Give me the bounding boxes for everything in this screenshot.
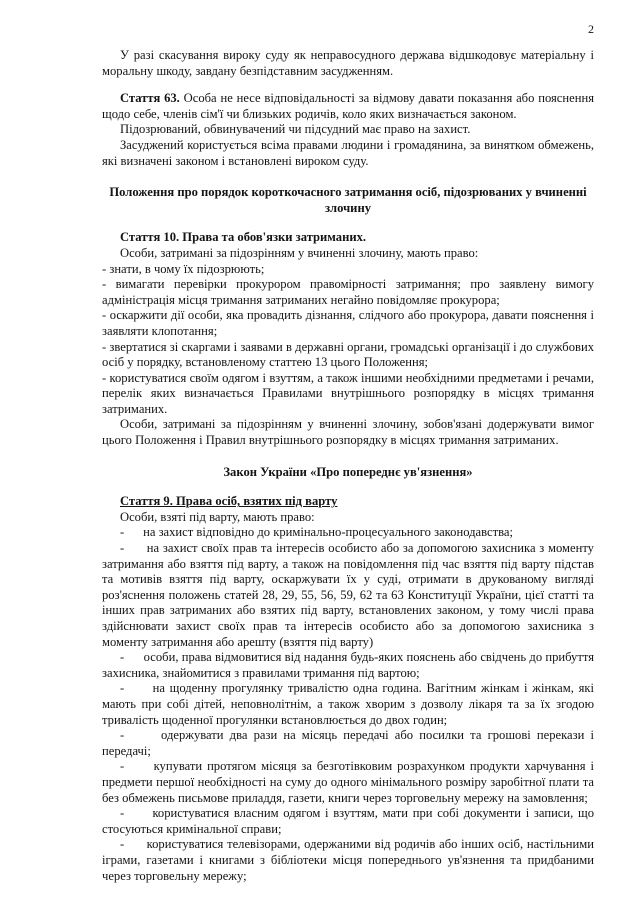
article-9-lead: Особи, взяті під варту, мають право: [120,509,315,524]
page-number: 2 [588,22,594,36]
article-63-p3: Засуджений користується всіма правами людини і громадянина, за винятком обмежень, які визначені законом і встановлені вироком суду. [102,137,594,168]
article-63-p2: Підозрюваний, обвинувачений чи підсудний має право на захист. [120,122,471,137]
article-9-title: Стаття 9. Права осіб, взятих під варту [120,494,338,509]
article-9-item-text: купувати протягом місяця за безготівковим розрахунком продукти харчування і предмети першої необхідності на суму до одного мінімального розміру заробітної плати та без обмежень письмове приладдя, газети, книги через торговельну мережу на замовлення; [102,759,594,805]
article-9-item: - користуватися власним одягом і взуттям, мати при собі документи і записи, що стосуються кримінальної справи; [102,806,594,836]
article-10-title: Стаття 10. Права та обов'язки затриманих. [120,230,367,245]
article-9-item-text: одержувати два рази на місяць передачі або посилки та грошові перекази і передачі; [102,728,594,758]
article-10-item: - звертатися зі скаргами і заявами в державні органи, громадські організації і до службових осіб у порядку, встановленому статтею 13 цього Положення; [102,339,594,370]
article-9-item: - на захист відповідно до кримінально-процесуального законодавства; [120,525,513,540]
article-9-item-text: користуватися телевізорами, одержаними від родичів або інших осіб, настільними іграми, газетами і книгами з бібліотеки місця попереднього ув'язнення та придбаними через торговельну мережу; [102,837,594,883]
article-9-item-text: користуватися власним одягом і взуттям, мати при собі документи і записи, що стосуються кримінальної справи; [102,806,594,836]
section-heading-2: Закон України «Про попереднє ув'язнення» [223,464,473,479]
article-10-item: - користуватися своїм одягом і взуттям, а також іншими необхідними предметами і речами, перелік яких визначається Правилами внутрішнього розпорядку в місцях тримання затриманих. [102,370,594,416]
article-10-closing: Особи, затримані за підозрінням у вчиненні злочину, зобов'язані додержувати вимог цього Положення і Правил внутрішнього розпорядку в місцях тримання затриманих. [102,417,594,448]
article-9-item: - користуватися телевізорами, одержаними від родичів або інших осіб, настільними іграми, газетами і книгами з бібліотеки місця попереднього ув'язнення та придбаними через торговельну мережу; [102,837,594,883]
article-9-item: - купувати протягом місяця за безготівковим розрахунком продукти харчування і предмети першої необхідності на суму до одного мінімального розміру заробітної плати та без обмежень письмове приладдя, газети, книги через торговельну мережу на замовлення; [102,759,594,805]
article-9-item: - одержувати два рази на місяць передачі або посилки та грошові перекази і передачі; [102,728,594,758]
article-9-item-text: на захист відповідно до кримінально-процесуального законодавства; [143,525,513,540]
section-heading-1: Положення про порядок короткочасного затримання осіб, підозрюваних у вчиненні злочину [109,185,587,215]
article-9-item: - особи, права відмовитися від надання будь-яких пояснень або свідчень до прибуття захисника, знайомитися з правилами тримання під вартою; [102,650,594,680]
article-63-paragraph [102,91,594,122]
article-9-item: - на захист своїх прав та інтересів особисто або за допомогою захисника з моменту затримання або взяття під варту, а також на повідомлення під час взяття під варту підстав та мотивів взяття під варту, оскаржувати їх у суді, отримати в друкованому вигляді роз'яснення положень статей 28, 29, 55, 56, 59, 62 та 63 Конституції України, цієї статті та інших прав затриманих або взятих під варту, встановлених законом, у тому числі права здійснювати захист своїх прав та інтересів особисто або за допомогою захисника з моменту затримання або арешту (взяття під варту) [102,541,594,649]
article-9-item-text: особи, права відмовитися від надання будь-яких пояснень або свідчень до прибуття захисника, знайомитися з правилами тримання під вартою; [102,650,594,680]
article-63-title: Стаття 63. [120,91,180,106]
article-9-item-text: на щоденну прогулянку тривалістю одна година. Вагітним жінкам і жінкам, які мають при собі дітей, неповнолітнім, а також хворим з дозволу лікаря та за їх згодою тривалість щоденної прогулянки встановлюється до двох годин; [102,681,594,727]
article-63-text: Особа не несе відповідальності за відмову давати показання або пояснення щодо себе, членів сім'ї чи близьких родичів, коло яких визначається законом. [102,91,594,121]
article-9-item-text: на захист своїх прав та інтересів особисто або за допомогою захисника з моменту затримання або взяття під варту, а також на повідомлення під час взяття під варту підстав та мотивів взяття під варту, оскаржувати їх у суді, отримати в друкованому вигляді роз'яснення положень статей 28, 29, 55, 56, 59, 62 та 63 Конституції України, цієї статті та інших прав затриманих або взятих під варту, встановлених законом, у тому числі права здійснювати захист своїх прав та інтересів особисто або за допомогою захисника з моменту затримання або арешту (взяття під варту) [102,541,594,649]
intro-paragraph: У разі скасування вироку суду як неправосудного держава відшкодовує матеріальну і моральну шкоду, завдану безпідставним засудженням. [102,48,594,78]
article-9-item: - на щоденну прогулянку тривалістю одна година. Вагітним жінкам і жінкам, які мають при собі дітей, неповнолітнім, а також хворим з дозволу лікаря та за їх згодою тривалість щоденної прогулянки встановлюється до двох годин; [102,681,594,727]
article-10-item: - вимагати перевірки прокурором правомірності затримання; про заявлену вимогу адміністрація місця тримання затриманих негайно повідомляє прокурора; [102,277,594,307]
article-10-lead: Особи, затримані за підозрінням у вчиненні злочину, мають право: [120,245,479,260]
article-10-item: - знати, в чому їх підозрюють; [102,261,265,276]
article-10-item: - оскаржити дії особи, яка провадить дізнання, слідчого або прокурора, давати пояснення і заявляти клопотання; [102,308,594,338]
